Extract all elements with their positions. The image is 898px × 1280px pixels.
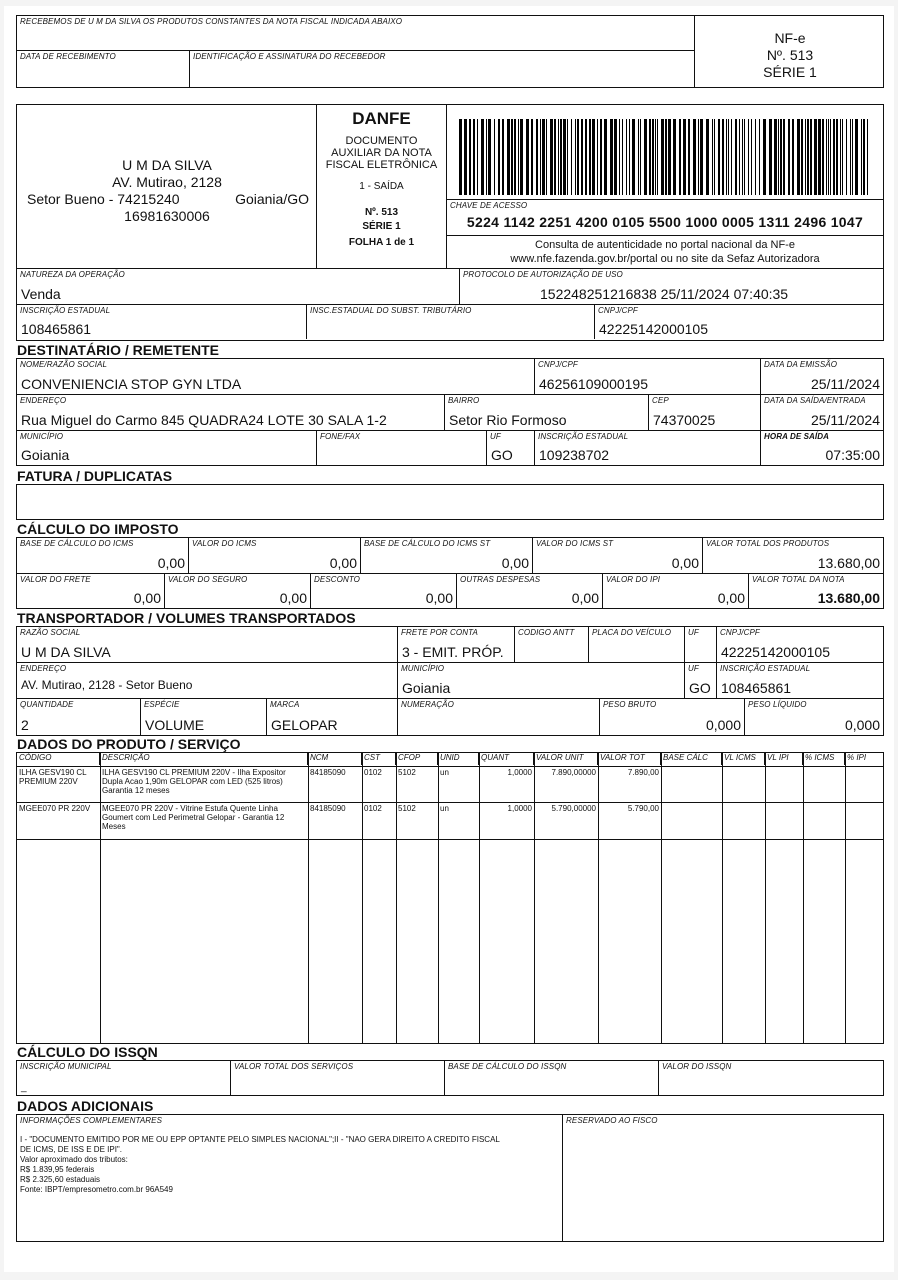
dest-bairro: Setor Rio Formoso	[449, 412, 567, 428]
transp-marca-label: MARCA	[270, 700, 300, 709]
fatura-section: FATURA / DUPLICATAS	[17, 468, 173, 484]
info-linha-1: I - "DOCUMENTO EMITIDO POR ME OU EPP OPTANTE PELO SIMPLES NACIONAL";II - "NAO GERA DIREITO A CREDITO FISCAL	[20, 1135, 500, 1144]
dest-endereco-label: ENDEREÇO	[20, 396, 67, 405]
transp-qtd-label: QUANTIDADE	[20, 700, 74, 709]
imposto-block	[16, 537, 884, 609]
produto-header-12: % ICMS	[803, 753, 845, 765]
dest-nome: CONVENIENCIA STOP GYN LTDA	[21, 376, 242, 392]
produto-header-7: VALOR UNIT	[534, 753, 598, 765]
seguro: 0,00	[279, 590, 307, 606]
barcode	[459, 119, 871, 195]
chave-value: 5224 1142 2251 4200 0105 5500 1000 0005 1311 2496 1047	[466, 214, 864, 230]
dest-cep-label: CEP	[652, 396, 669, 405]
bc-st: 0,00	[501, 555, 529, 571]
adicionais-section: DADOS ADICIONAIS	[17, 1098, 154, 1114]
produto-header-0: CÓDIGO	[17, 753, 100, 765]
row1-descricao: ILHA GESV190 CL PREMIUM 220V - Ilha Expositor Dupla Acao 1,90m GELOPAR com LED (525 litros) Garantia 12 meses	[102, 768, 286, 795]
produtos-section: DADOS DO PRODUTO / SERVIÇO	[17, 736, 241, 752]
dest-cnpj-label: CNPJ/CPF	[538, 360, 578, 369]
table-row	[17, 803, 883, 839]
produto-header-11: VL IPI	[765, 753, 803, 765]
transportador-section: TRANSPORTADOR / VOLUMES TRANSPORTADOS	[17, 610, 356, 626]
danfe-title: DANFE	[352, 109, 411, 128]
bc-icms-label: BASE DE CÁLCULO DO ICMS	[20, 539, 134, 548]
row1-cst: 0102	[364, 768, 382, 777]
dest-emissao: 25/11/2024	[810, 376, 880, 392]
total-nota-label: VALOR TOTAL DA NOTA	[752, 575, 845, 584]
dest-municipio-label: MUNICÍPIO	[20, 432, 64, 441]
canhoto-serie: SÉRIE 1	[763, 64, 817, 80]
danfe-page	[4, 6, 894, 1272]
info-linha-5: R$ 2.325,60 estaduais	[20, 1175, 101, 1184]
info-label: INFORMAÇÕES COMPLEMENTARES	[20, 1116, 163, 1125]
ipi-label: VALOR DO IPI	[606, 575, 661, 584]
danfe-numero: Nº. 513	[364, 207, 399, 218]
dest-uf: GO	[491, 447, 513, 463]
outras: 0,00	[571, 590, 599, 606]
row1-quant: 1,0000	[507, 768, 532, 777]
dest-ie: 109238702	[539, 447, 610, 463]
produto-header-10: VL ICMS	[722, 753, 765, 765]
consulta-linha2: www.nfe.fazenda.gov.br/portal ou no site da Sefaz Autorizadora	[510, 253, 820, 265]
dest-nome-label: NOME/RAZÃO SOCIAL	[20, 360, 108, 369]
row2-ncm: 84185090	[310, 804, 346, 813]
row1-ncm: 84185090	[310, 768, 346, 777]
protocolo-label: PROTOCOLO DE AUTORIZAÇÃO DE USO	[463, 270, 623, 279]
table-row	[17, 767, 883, 802]
identificacao-label: IDENTIFICAÇÃO E ASSINATURA DO RECEBEDOR	[193, 52, 386, 61]
dest-hora: 07:35:00	[825, 447, 880, 463]
transp-endereco: AV. Mutirao, 2128 - Setor Bueno	[21, 678, 193, 692]
produto-header-1: DESCRIÇÃO	[100, 753, 308, 765]
dest-saida-label: DATA DA SAÍDA/ENTRADA	[764, 396, 866, 405]
frete: 0,00	[133, 590, 161, 606]
transp-endereco-label: ENDEREÇO	[20, 664, 67, 673]
transp-bruto-label: PESO BRUTO	[603, 700, 657, 709]
transp-uf2-label: UF	[688, 664, 699, 673]
produto-header-6: QUANT	[479, 753, 534, 765]
ipi: 0,00	[717, 590, 745, 606]
dest-fone-label: FONE/FAX	[320, 432, 361, 441]
produto-header-8: VALOR TOT	[598, 753, 661, 765]
cnpj-emit-label: CNPJ/CPF	[598, 306, 638, 315]
emitente-bairro-cep: Setor Bueno - 74215240	[27, 191, 180, 207]
transp-municipio: Goiania	[402, 680, 451, 696]
danfe-l3: FISCAL ELETRÔNICA	[325, 159, 438, 171]
data-recebimento-label: DATA DE RECEBIMENTO	[20, 52, 116, 61]
emitente-nome: U M DA SILVA	[122, 157, 212, 173]
row2-vunit: 5.790,00000	[551, 804, 596, 813]
fatura-block	[16, 484, 884, 520]
dest-emissao-label: DATA DA EMISSÃO	[764, 360, 838, 369]
transp-qtd: 2	[21, 717, 29, 733]
ie-label: INSCRIÇÃO ESTADUAL	[20, 306, 111, 315]
transp-liquido: 0,000	[844, 717, 880, 733]
dest-ie-label: INSCRIÇÃO ESTADUAL	[538, 432, 629, 441]
produto-header-13: % IPI	[847, 753, 867, 762]
canhoto-recebemos: RECEBEMOS DE U M DA SILVA OS PRODUTOS CONSTANTES DA NOTA FISCAL INDICADA ABAIXO	[20, 17, 403, 26]
transp-uf2: GO	[689, 680, 711, 696]
issqn-bc-label: BASE DE CÁLCULO DO ISSQN	[448, 1062, 567, 1071]
dest-cep: 74370025	[653, 412, 716, 428]
info-linha-2: DE ICMS, DE ISS E DE IPI".	[20, 1145, 122, 1154]
row1-vunit: 7.890,00000	[551, 768, 596, 777]
natureza-value: Venda	[21, 286, 61, 302]
dest-bairro-label: BAIRRO	[448, 396, 480, 405]
dest-cnpj: 46256109000195	[539, 376, 649, 392]
dest-municipio: Goiania	[21, 447, 70, 463]
danfe-folha: FOLHA 1 de 1	[348, 237, 415, 248]
transp-cnpj: 42225142000105	[721, 644, 831, 660]
consulta-linha1: Consulta de autenticidade no portal nacional da NF-e	[535, 239, 795, 251]
transp-antt-label: CODIGO ANTT	[518, 628, 575, 637]
destinatario-block	[16, 358, 884, 466]
produto-header-4: CFOP	[396, 753, 438, 765]
issqn-im: _	[21, 1082, 27, 1093]
row1-unid: un	[440, 768, 449, 777]
issqn-im-label: INSCRIÇÃO MUNICIPAL	[20, 1062, 112, 1071]
row1-vtot: 7.890,00	[627, 768, 659, 777]
cnpj-emit-value: 42225142000105	[599, 321, 709, 337]
fisco-label: RESERVADO AO FISCO	[566, 1116, 658, 1125]
dest-uf-label: UF	[490, 432, 501, 441]
info-linha-3: Valor aproximado dos tributos:	[20, 1155, 128, 1164]
natureza-label: NATUREZA DA OPERAÇÃO	[20, 270, 125, 279]
info-linha-6: Fonte: IBPT/empresometro.com.br 96A549	[20, 1185, 173, 1194]
icms-st: 0,00	[671, 555, 699, 571]
dest-saida: 25/11/2024	[810, 412, 880, 428]
total-prod-label: VALOR TOTAL DOS PRODUTOS	[706, 539, 830, 548]
seguro-label: VALOR DO SEGURO	[168, 575, 248, 584]
issqn-servicos-label: VALOR TOTAL DOS SERVIÇOS	[234, 1062, 354, 1071]
row2-unid: un	[440, 804, 449, 813]
info-linha-4: R$ 1.839,95 federais	[20, 1165, 95, 1174]
total-nota: 13.680,00	[817, 590, 880, 606]
transp-razao-label: RAZÃO SOCIAL	[20, 628, 81, 637]
transp-municipio-label: MUNICÍPIO	[401, 664, 445, 673]
destinatario-section: DESTINATÁRIO / REMETENTE	[17, 342, 219, 358]
bc-icms: 0,00	[157, 555, 185, 571]
row2-codigo: MGEE070 PR 220V	[19, 804, 91, 813]
row2-vtot: 5.790,00	[627, 804, 659, 813]
chave-label: CHAVE DE ACESSO	[450, 201, 528, 210]
danfe-l1: DOCUMENTO	[345, 135, 418, 147]
transp-especie-label: ESPÉCIE	[144, 700, 180, 709]
emitente-cidade: Goiania/GO	[235, 191, 309, 207]
emitente-telefone: 16981630006	[124, 208, 210, 224]
row2-descricao: MGEE070 PR 220V - Vitrine Estufa Quente Linha Goumert com Led Perimetral Gelopar - Garantia 12 Meses	[102, 804, 285, 831]
transp-placa-label: PLACA DO VEÍCULO	[592, 628, 672, 637]
total-prod: 13.680,00	[817, 555, 880, 571]
canhoto-numero: Nº. 513	[766, 47, 814, 63]
emitente-block	[16, 104, 884, 269]
row2-quant: 1,0000	[507, 804, 532, 813]
outras-label: OUTRAS DESPESAS	[460, 575, 541, 584]
iest-label: INSC.ESTADUAL DO SUBST. TRIBUTÁRIO	[310, 306, 472, 315]
produto-header-5: UNID	[438, 753, 479, 765]
row1-cfop: 5102	[398, 768, 416, 777]
emitente-endereco: AV. Mutirao, 2128	[112, 174, 222, 190]
canhoto-nfe: NF-e	[774, 30, 806, 46]
row1-codigo: ILHA GESV190 CL PREMIUM 220V	[19, 768, 87, 786]
transp-especie: VOLUME	[145, 717, 205, 733]
produto-header-2: NCM	[308, 753, 362, 765]
transp-liquido-label: PESO LÍQUIDO	[748, 700, 807, 709]
produtos-table	[16, 752, 884, 1044]
transp-marca: GELOPAR	[271, 717, 338, 733]
issqn-section: CÁLCULO DO ISSQN	[17, 1044, 158, 1060]
produto-header-9: BASE CÁLC	[661, 753, 722, 765]
desconto: 0,00	[425, 590, 453, 606]
transportador-block	[16, 626, 884, 736]
issqn-block	[16, 1060, 884, 1096]
frete-label: VALOR DO FRETE	[20, 575, 91, 584]
transp-cnpj-label: CNPJ/CPF	[720, 628, 760, 637]
imposto-section: CÁLCULO DO IMPOSTO	[17, 521, 179, 537]
row2-cst: 0102	[364, 804, 382, 813]
produto-header-3: CST	[362, 753, 396, 765]
transp-ie: 108465861	[721, 680, 792, 696]
natureza-block	[16, 269, 884, 341]
transp-uf-label: UF	[688, 628, 699, 637]
danfe-serie: SÉRIE 1	[362, 221, 401, 232]
desconto-label: DESCONTO	[314, 575, 360, 584]
danfe-l2: AUXILIAR DA NOTA	[331, 147, 432, 159]
icms-st-label: VALOR DO ICMS ST	[536, 539, 614, 548]
bc-st-label: BASE DE CÁLCULO DO ICMS ST	[364, 539, 491, 548]
icms-label: VALOR DO ICMS	[192, 539, 257, 548]
danfe-tipo: 1 - SAÍDA	[359, 181, 404, 192]
transp-bruto: 0,000	[705, 717, 741, 733]
transp-ie-label: INSCRIÇÃO ESTADUAL	[720, 664, 811, 673]
icms: 0,00	[329, 555, 357, 571]
dest-endereco: Rua Miguel do Carmo 845 QUADRA24 LOTE 30 SALA 1-2	[21, 412, 387, 428]
dest-hora-label: HORA DE SAÍDA	[764, 432, 830, 441]
transp-frete-label: FRETE POR CONTA	[401, 628, 478, 637]
transp-numeracao-label: NUMERAÇÃO	[401, 700, 454, 709]
canhoto	[16, 15, 884, 88]
issqn-valor-label: VALOR DO ISSQN	[662, 1062, 732, 1071]
row2-cfop: 5102	[398, 804, 416, 813]
protocolo-value: 152248251216838 25/11/2024 07:40:35	[540, 286, 789, 302]
ie-value: 108465861	[21, 321, 92, 337]
transp-frete: 3 - EMIT. PRÓP.	[402, 644, 504, 660]
adicionais-block	[16, 1114, 884, 1242]
transp-razao: U M DA SILVA	[21, 644, 111, 660]
